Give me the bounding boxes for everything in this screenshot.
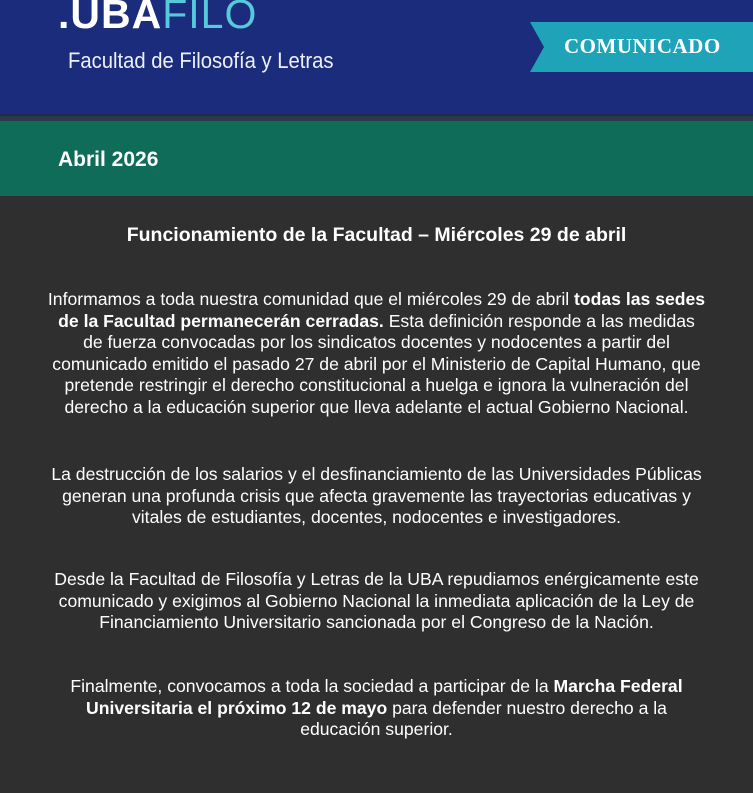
paragraph-repudiation [0, 569, 753, 634]
faculty-subtitle: Facultad de Filosofía y Letras [68, 48, 334, 73]
p2-line-1: La destrucción de los salarios y el desfinanciamiento de las Universidades Públicas [51, 464, 702, 484]
p4-line-3: educación superior. [300, 719, 453, 739]
p3-line-2: comunicado y exigimos al Gobierno Nacional la inmediata aplicación de la Ley de [58, 590, 695, 611]
p3-line-3: Financiamiento Universitario sancionada por el Congreso de la Nación. [99, 612, 654, 632]
header [0, 0, 753, 116]
date-label: Abril 2026 [58, 148, 159, 171]
paragraph-salary-crisis [0, 464, 753, 529]
p1-line-2: de la Facultad permanecerán cerradas. Esta definición responde a las medidas [58, 310, 695, 331]
p4-line-2: Universitaria el próximo 12 de mayo para defender nuestro derecho a la [86, 697, 667, 718]
banner-label: COMUNICADO [564, 34, 721, 58]
p3-line-1: Desde la Facultad de Filosofía y Letras de la UBA repudiamos enérgicamente este [54, 569, 699, 589]
article-body [0, 196, 753, 793]
comunicado-banner [530, 22, 753, 72]
paragraph-march-call [0, 676, 753, 741]
paragraph-closure-notice [0, 289, 753, 418]
article-title: Funcionamiento de la Facultad – Miércoles 29 de abril [126, 224, 627, 246]
p1-line-3: de fuerza convocadas por los sindicatos docentes y nodocentes a partir del [83, 332, 670, 352]
uba-filo-logo [58, 0, 257, 35]
p1-line-5: pretende restringir el derecho constitucional a huelga e ignora la vulneración del [64, 375, 689, 395]
p2-line-3: vitales de estudiantes, docentes, nodocentes e investigadores. [131, 507, 622, 527]
logo-filo-text: FILO [162, 0, 258, 37]
p1-line-6: derecho a la educación superior que lleva adelante el actual Gobierno Nacional. [64, 396, 689, 417]
date-bar [0, 116, 753, 196]
p2-line-2: generan una profunda crisis que afecta gravemente las trayectorias educativas y [62, 485, 691, 506]
p1-line-4: comunicado emitido el pasado 27 de abril por el Ministerio de Capital Humano, que [52, 353, 701, 374]
logo-uba-text: .UBA [58, 0, 163, 37]
p1-line-1: Informamos a toda nuestra comunidad que el miércoles 29 de abril todas las sedes [47, 289, 706, 309]
p4-line-1: Finalmente, convocamos a toda la sociedad a participar de la Marcha Federal [70, 676, 683, 696]
